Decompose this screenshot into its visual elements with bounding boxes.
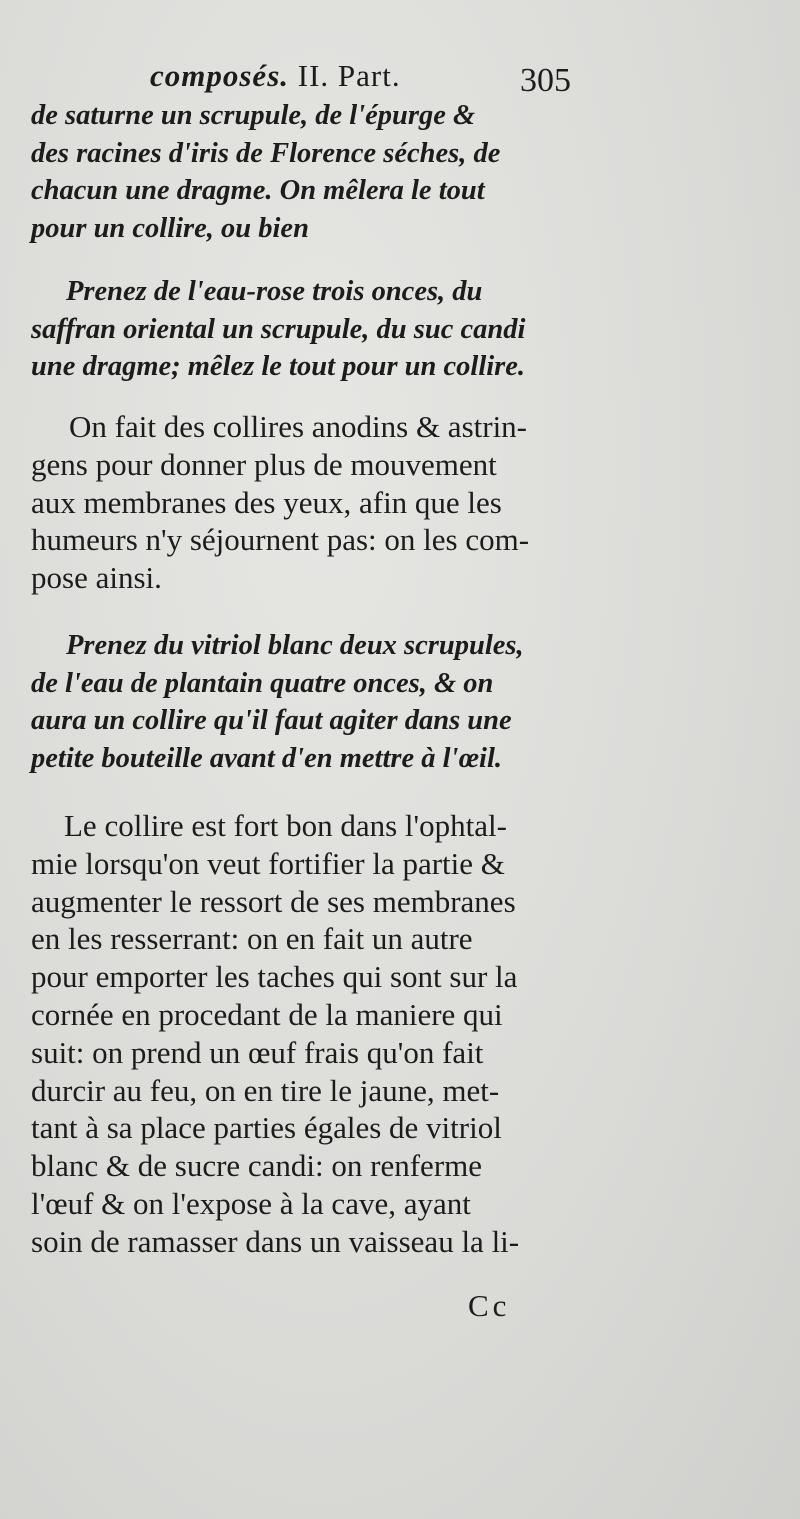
text-line: pour emporter les taches qui sont sur la [31,959,518,995]
text-line: pose ainsi. [31,560,162,596]
text-line: humeurs n'y séjournent pas: on les com- [31,522,530,558]
text-line: une dragme; mêlez le tout pour un collire. [31,351,526,383]
text-line: Prenez du vitriol blanc deux scrupules, [66,630,524,661]
running-head-italic: composés. [150,58,290,93]
text-line: augmenter le ressort de ses membranes [31,883,516,919]
text-line: l'œuf & on l'expose à la cave, ayant [31,1185,471,1221]
text-line: des racines d'iris de Florence séches, de [31,137,501,169]
text-line: soin de ramasser dans un vaisseau la li- [31,1223,520,1259]
text-line: tant à sa place parties égales de vitriol [31,1110,502,1146]
text-line: de saturne un scrupule, de l'épurge & [31,100,476,131]
text-line: mie lorsqu'on veut fortifier la partie & [31,845,505,881]
paragraph-recipe-1 [31,97,601,247]
text-line: Le collire est fort bon dans l'ophtal- [64,808,507,843]
text-line: de l'eau de plantain quatre onces, & on [31,667,494,699]
text-line: en les resserrant: on en fait un autre [31,921,473,957]
text-line: cornée en procedant de la maniere qui [31,996,503,1032]
text-line: pour un collire, ou bien [31,212,309,244]
text-line: On fait des collires anodins & astrin- [69,409,528,444]
text-line: durcir au feu, on en tire le jaune, met- [31,1072,500,1108]
running-head [150,58,401,94]
text-line: petite bouteille avant d'en mettre à l'œil. [31,742,502,774]
running-head-roman: II. Part. [289,58,401,93]
text-line: aura un collire qu'il faut agiter dans une [31,705,512,737]
paragraph-recipe-3 [31,627,601,777]
paragraph-recipe-2 [31,273,636,386]
paragraph-collire-ophtalmie [31,807,601,1261]
text-line: blanc & de sucre candi: on renferme [31,1148,483,1184]
paragraph-collires-anodins [31,408,601,597]
text-line: Prenez de l'eau-rose trois onces, du [66,276,483,307]
text-line: saffran oriental un scrupule, du suc candi [31,313,526,345]
text-line: aux membranes des yeux, afin que les [31,484,502,520]
text-line: suit: on prend un œuf frais qu'on fait [31,1034,484,1070]
text-line: chacun une dragme. On mêlera le tout [31,175,485,207]
catchword: Cc [468,1288,511,1323]
page-header [0,58,800,98]
page-number: 305 [520,62,571,99]
text-line: gens pour donner plus de mouvement [31,446,497,482]
